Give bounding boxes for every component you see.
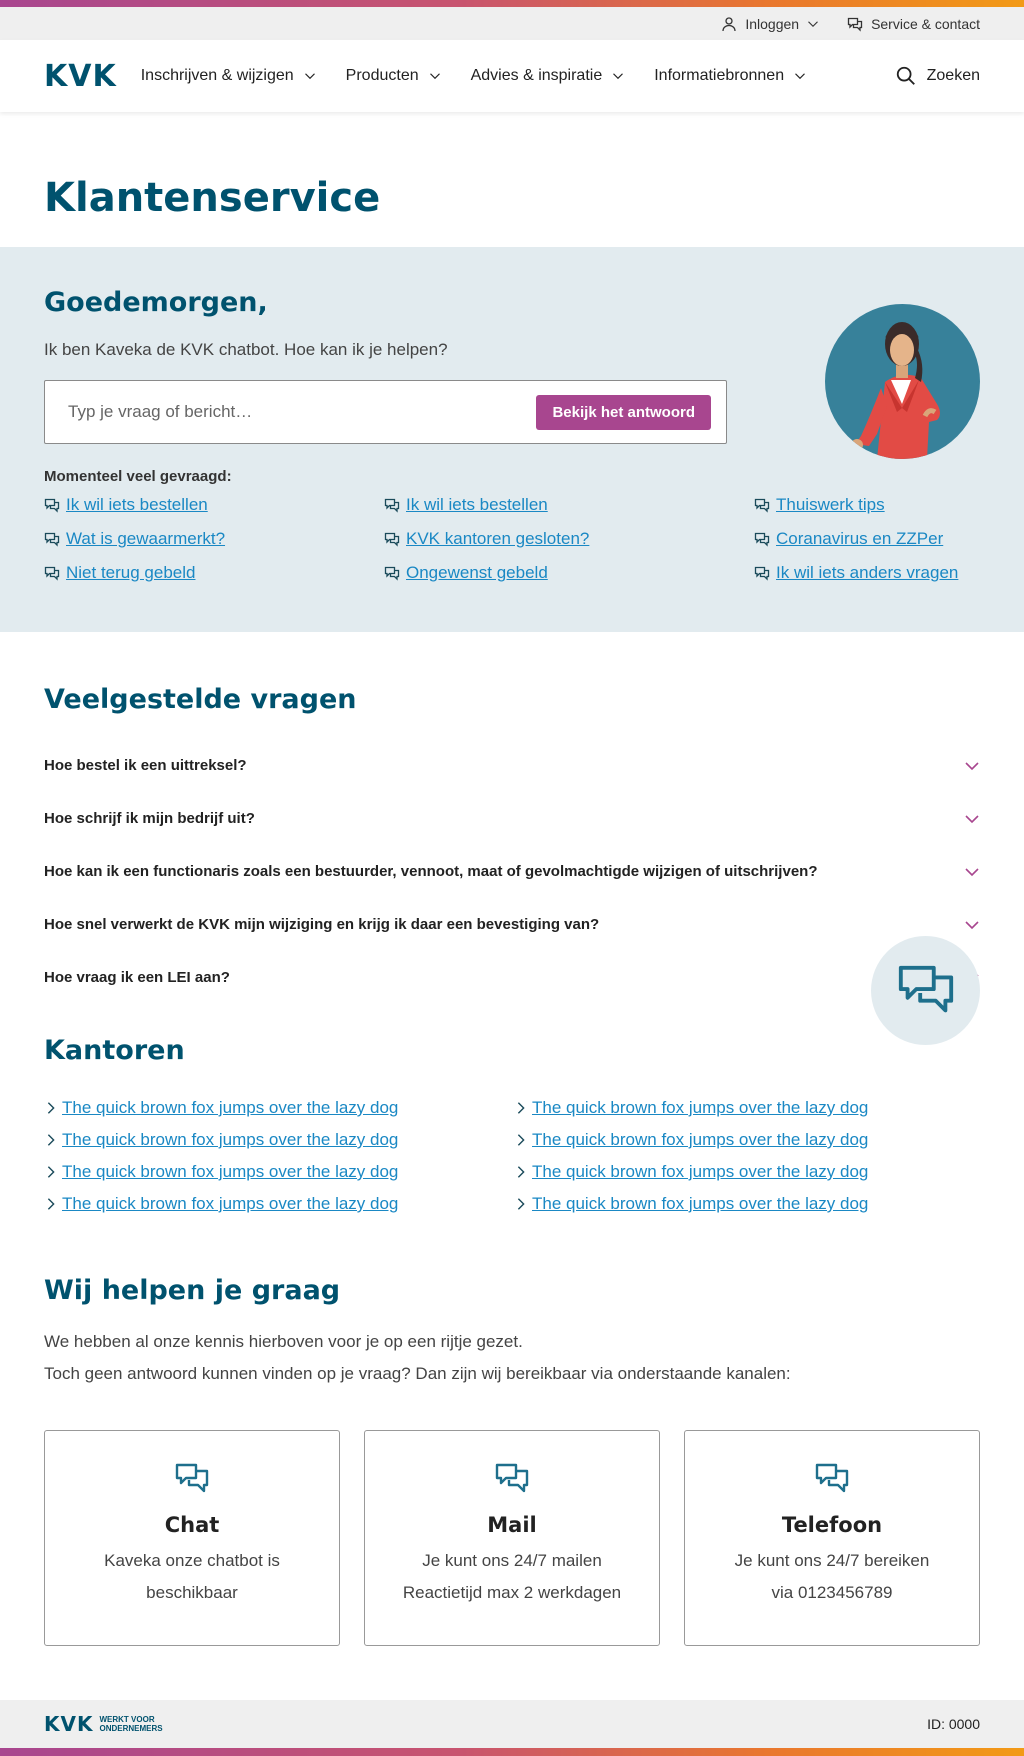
office-link-label: The quick brown fox jumps over the lazy dog — [62, 1098, 399, 1117]
chat-icon — [895, 960, 957, 1022]
popular-link[interactable] — [384, 527, 754, 551]
popular-link[interactable] — [44, 493, 384, 517]
chatbot-question-input[interactable] — [68, 402, 536, 422]
user-icon — [721, 16, 737, 32]
chatbot-panel — [0, 247, 1024, 632]
footer-tagline: WERKT VOOR ONDERNEMERS — [99, 1715, 163, 1733]
channel-line-2: Reactietijd max 2 werkdagen — [402, 1583, 622, 1602]
chevron-down-icon — [964, 758, 980, 774]
help-line-1: We hebben al onze kennis hierboven voor je op een rijtje gezet. — [44, 1332, 523, 1351]
chat-icon — [384, 565, 400, 581]
chatbot-intro: Ik ben Kaveka de KVK chatbot. Hoe kan ik je helpen? — [44, 340, 448, 359]
popular-link[interactable] — [754, 561, 984, 585]
chevron-right-icon — [44, 1101, 58, 1115]
nav-item-informatiebronnen[interactable] — [654, 67, 806, 85]
help-line-2: Toch geen antwoord kunnen vinden op je vraag? Dan zijn wij bereikbaar via onderstaande kanalen: — [44, 1364, 791, 1383]
office-link-label: The quick brown fox jumps over the lazy dog — [532, 1130, 869, 1149]
kvk-logo[interactable]: KVK — [44, 58, 117, 94]
channel-card-phone[interactable] — [684, 1430, 980, 1646]
popular-link-label: Ik wil iets anders vragen — [776, 563, 959, 582]
search-label: Zoeken — [926, 67, 980, 84]
channel-line-1: Je kunt ons 24/7 mailen — [422, 1551, 602, 1570]
help-section — [0, 1275, 1024, 1646]
popular-questions — [44, 493, 980, 585]
office-link[interactable] — [514, 1128, 984, 1152]
offices-title: Kantoren — [44, 1035, 185, 1066]
search-icon — [895, 65, 917, 87]
footer-logo-text: KVK — [44, 1712, 94, 1736]
popular-link[interactable] — [384, 493, 754, 517]
search-button[interactable] — [895, 65, 980, 87]
contact-channels — [44, 1430, 980, 1646]
popular-link-label: Wat is gewaarmerkt? — [66, 529, 226, 548]
popular-link-label: Coranavirus en ZZPer — [776, 529, 944, 548]
chevron-down-icon — [429, 70, 441, 82]
popular-link[interactable] — [754, 527, 984, 551]
faq-list — [44, 739, 980, 1004]
nav-item-advies[interactable] — [471, 67, 625, 85]
chat-icon — [384, 531, 400, 547]
office-link-label: The quick brown fox jumps over the lazy dog — [62, 1194, 399, 1213]
chevron-down-icon — [304, 70, 316, 82]
popular-link-label: Ik wil iets bestellen — [66, 495, 208, 514]
chatbot-input-box — [44, 380, 727, 444]
nav-item-label: Inschrijven & wijzigen — [140, 67, 294, 84]
popular-link[interactable] — [44, 527, 384, 551]
popular-link-label: Thuiswerk tips — [776, 495, 885, 514]
nav-item-inschrijven[interactable] — [141, 67, 316, 85]
office-link[interactable] — [514, 1192, 984, 1216]
channel-line-1: Je kunt ons 24/7 bereiken — [734, 1551, 930, 1570]
chat-icon — [754, 531, 770, 547]
nav-item-label: Producten — [345, 67, 419, 84]
office-link[interactable] — [44, 1192, 514, 1216]
popular-link[interactable] — [754, 493, 984, 517]
help-title: Wij helpen je graag — [44, 1275, 341, 1306]
faq-question: Hoe vraag ik een LEI aan? — [44, 969, 230, 986]
faq-item[interactable] — [44, 898, 980, 951]
utility-bar — [0, 7, 1024, 40]
chevron-down-icon — [794, 70, 806, 82]
chat-icon — [814, 1461, 850, 1497]
popular-link-label: Niet terug gebeld — [66, 563, 196, 582]
chevron-right-icon — [514, 1165, 528, 1179]
nav-item-label: Advies & inspiratie — [470, 67, 603, 84]
office-link[interactable] — [44, 1160, 514, 1184]
main-navigation — [0, 40, 1024, 112]
offices-links — [44, 1096, 980, 1216]
popular-link[interactable] — [44, 561, 384, 585]
chat-icon — [847, 16, 863, 32]
office-link[interactable] — [44, 1128, 514, 1152]
faq-item[interactable] — [44, 951, 980, 1004]
chevron-right-icon — [44, 1133, 58, 1147]
nav-item-producten[interactable] — [346, 67, 441, 85]
service-contact-link[interactable] — [847, 16, 980, 32]
chat-icon — [754, 497, 770, 513]
faq-question: Hoe snel verwerkt de KVK mijn wijziging en krijg ik daar een bevestiging van? — [44, 916, 600, 933]
office-link-label: The quick brown fox jumps over the lazy dog — [532, 1162, 869, 1181]
channel-line-2: via 0123456789 — [771, 1583, 893, 1602]
chat-icon — [494, 1461, 530, 1497]
channel-title: Telefoon — [781, 1513, 883, 1537]
page-title: Klantenservice — [44, 175, 381, 221]
channel-line-1: Kaveka onze chatbot is — [104, 1551, 280, 1570]
kaveka-avatar — [825, 304, 980, 459]
popular-link-label: KVK kantoren gesloten? — [406, 529, 590, 548]
chevron-down-icon — [964, 811, 980, 827]
office-link[interactable] — [514, 1160, 984, 1184]
chevron-down-icon — [964, 864, 980, 880]
login-link[interactable] — [721, 16, 819, 32]
offices-section — [0, 1035, 1024, 1216]
help-text — [44, 1326, 980, 1390]
popular-link-label: Ongewenst gebeld — [406, 563, 548, 582]
popular-label: Momenteel veel gevraagd: — [44, 468, 232, 485]
office-link-label: The quick brown fox jumps over the lazy dog — [62, 1130, 399, 1149]
chat-icon — [44, 497, 60, 513]
popular-link[interactable] — [384, 561, 754, 585]
channel-card-mail[interactable] — [364, 1430, 660, 1646]
faq-item[interactable] — [44, 739, 980, 792]
office-link-label: The quick brown fox jumps over the lazy dog — [532, 1194, 869, 1213]
chevron-down-icon — [807, 18, 819, 30]
faq-question: Hoe bestel ik een uittreksel? — [44, 757, 247, 774]
channel-description — [104, 1545, 280, 1609]
chat-icon — [44, 531, 60, 547]
chevron-right-icon — [514, 1197, 528, 1211]
chat-icon — [44, 565, 60, 581]
chevron-right-icon — [44, 1197, 58, 1211]
chat-icon — [384, 497, 400, 513]
office-link[interactable] — [44, 1096, 514, 1120]
faq-item[interactable] — [44, 845, 980, 898]
channel-card-chat[interactable] — [44, 1430, 340, 1646]
channel-description — [403, 1545, 621, 1609]
channel-description — [735, 1545, 930, 1609]
faq-question: Hoe schrijf ik mijn bedrijf uit? — [44, 810, 255, 827]
footer-logo[interactable] — [44, 1712, 169, 1736]
chevron-down-icon — [964, 917, 980, 933]
chevron-right-icon — [44, 1165, 58, 1179]
faq-section — [0, 632, 1024, 1004]
chevron-right-icon — [514, 1101, 528, 1115]
nav-item-label: Informatiebronnen — [654, 67, 785, 84]
office-link[interactable] — [514, 1096, 984, 1120]
channel-title: Chat — [164, 1513, 220, 1537]
chevron-right-icon — [514, 1133, 528, 1147]
channel-title: Mail — [487, 1513, 537, 1537]
channel-line-2: beschikbaar — [146, 1583, 238, 1602]
office-link-label: The quick brown fox jumps over the lazy dog — [62, 1162, 399, 1181]
view-answer-button[interactable]: Bekijk het antwoord — [536, 395, 711, 430]
chatbot-greeting: Goedemorgen, — [44, 287, 268, 318]
service-contact-label: Service & contact — [871, 15, 980, 32]
footer — [0, 1700, 1024, 1748]
chat-icon — [174, 1461, 210, 1497]
chevron-down-icon — [612, 70, 624, 82]
chat-icon — [754, 565, 770, 581]
open-chat-button[interactable] — [871, 936, 980, 1045]
faq-title: Veelgestelde vragen — [44, 684, 357, 715]
page-id: ID: 0000 — [927, 1716, 980, 1732]
faq-question: Hoe kan ik een functionaris zoals een bestuurder, vennoot, maat of gevolmachtigde wijzigen of uitschrijven? — [44, 863, 818, 880]
bottom-brand-stripe — [0, 1748, 1024, 1756]
office-link-label: The quick brown fox jumps over the lazy dog — [532, 1098, 869, 1117]
popular-link-label: Ik wil iets bestellen — [406, 495, 548, 514]
top-brand-stripe — [0, 0, 1024, 7]
faq-item[interactable] — [44, 792, 980, 845]
login-label: Inloggen — [745, 15, 800, 32]
